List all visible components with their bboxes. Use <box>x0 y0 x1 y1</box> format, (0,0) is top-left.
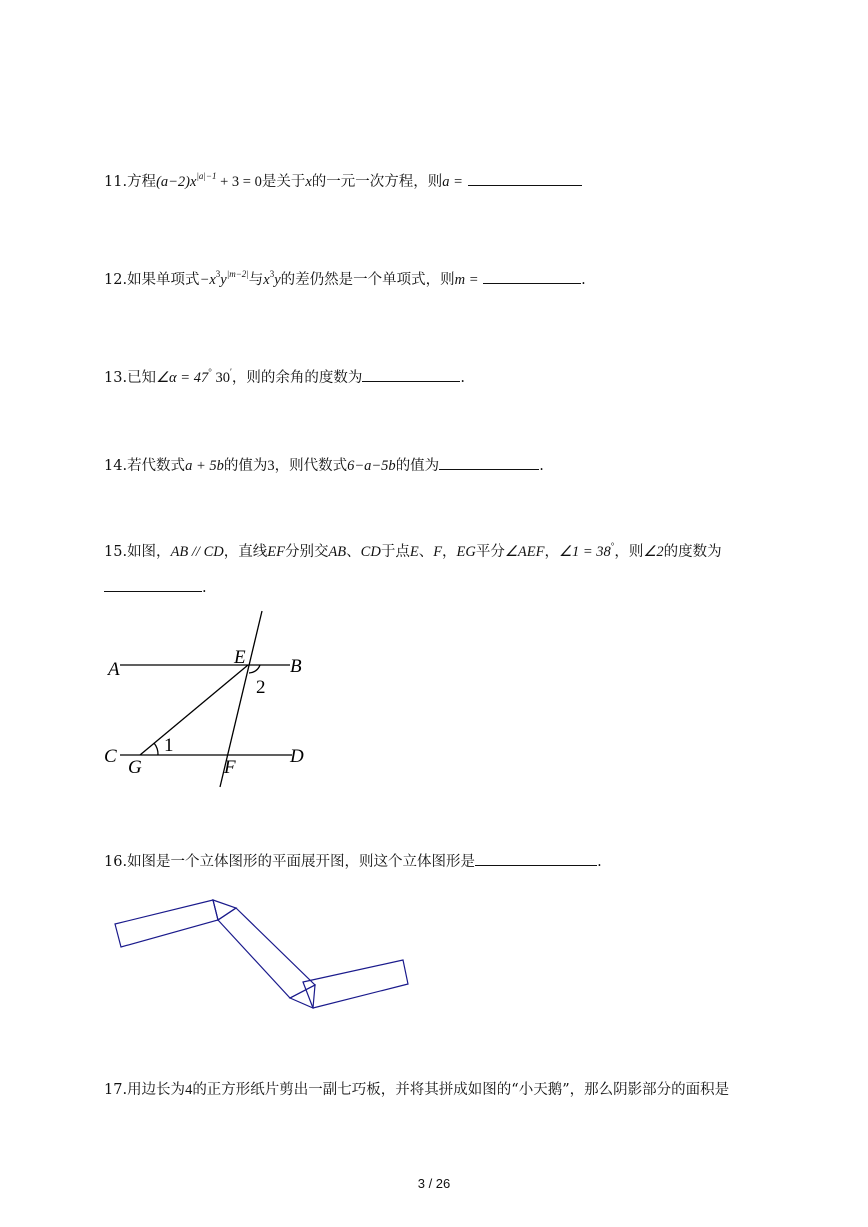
answer-blank[interactable] <box>475 850 597 866</box>
answer-blank[interactable] <box>439 454 539 470</box>
figure-16-prism-net <box>105 890 420 1020</box>
question-14: 14.若代数式a + 5b的值为3，则代数式6−a−5b的值为 . <box>104 454 544 476</box>
angle-2-arc <box>249 665 260 673</box>
question-15-line2: . <box>104 576 207 598</box>
label-f: F <box>224 757 236 778</box>
net-face-left <box>115 900 218 947</box>
label-e: E <box>234 647 246 668</box>
label-1: 1 <box>164 735 174 756</box>
net-face-middle <box>218 908 315 998</box>
label-b: B <box>290 656 302 677</box>
answer-blank[interactable] <box>468 170 582 186</box>
question-17: 17.用边长为4的正方形纸片剪出一副七巧板，并将其拼成如图的“小天鹅”，那么阴影部分的面积是 <box>104 1082 730 1098</box>
figure-15-parallel-lines <box>100 605 330 795</box>
answer-blank[interactable] <box>104 576 202 592</box>
question-12: 12.如果单项式$-x^3y^{|m-2|}$与$x^3y$的差仍然是一个单项式，则m = . <box>104 269 586 288</box>
question-13: 13.已知∠α = 47° 30′，则的余角的度数为 . <box>104 367 466 386</box>
answer-blank[interactable] <box>483 268 581 284</box>
label-2: 2 <box>256 677 266 698</box>
net-face-right <box>303 960 408 1008</box>
label-a: A <box>108 659 120 680</box>
question-11: 11.方程$(a-2)x^{|a|-1} + 3 = 0$是关于x的一元一次方程，则a = <box>104 170 582 192</box>
label-g: G <box>128 757 142 778</box>
question-15: 15.如图，AB // CD，直线EF分别交AB、CD于点E、F，EG平分∠AEF，∠1 = 38°，则∠2的度数为 <box>104 541 722 560</box>
segment-eg <box>140 665 248 755</box>
label-c: C <box>104 746 117 767</box>
answer-blank[interactable] <box>362 366 460 382</box>
label-d: D <box>290 746 304 767</box>
page-number: 3 / 26 <box>417 1176 451 1191</box>
angle-1-arc <box>154 743 158 755</box>
question-16: 16.如图是一个立体图形的平面展开图，则这个立体图形是 . <box>104 850 602 872</box>
